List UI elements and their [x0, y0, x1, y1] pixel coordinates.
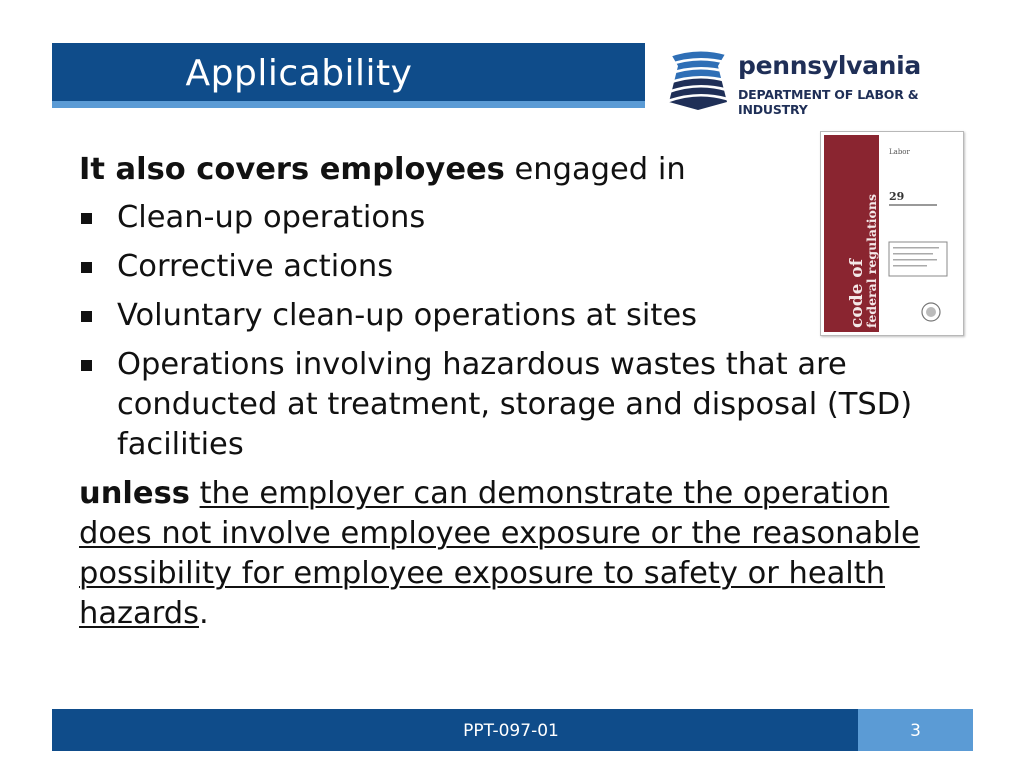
- unless-bold-text: unless: [79, 476, 190, 511]
- keystone-logo-icon: [667, 44, 729, 112]
- bullet-text: Clean-up operations: [117, 200, 426, 235]
- cfr-part-label: Labor: [889, 148, 910, 156]
- slide-title: Applicability: [185, 53, 413, 94]
- list-item: [79, 296, 959, 336]
- intro-bold-text: It also covers employees: [79, 152, 505, 187]
- presentation-code: PPT-097-01: [463, 721, 559, 741]
- square-bullet-icon: [81, 311, 92, 322]
- unless-underlined-text: the employer can demonstrate the operation does not involve employee exposure or the reasonable possibility for employee exposure to safety or health hazards: [79, 476, 920, 631]
- slide-content: [79, 150, 959, 634]
- cfr-part-number: 29: [889, 190, 905, 203]
- cfr-title-line2: federal regulations: [864, 193, 879, 328]
- unless-period: .: [198, 596, 209, 631]
- page-number: 3: [910, 721, 921, 741]
- footer-bar: [52, 709, 973, 751]
- unless-paragraph: [79, 474, 959, 634]
- bullet-list: [79, 198, 959, 465]
- logo-name: pennsylvania: [738, 51, 921, 80]
- list-item: [79, 198, 959, 238]
- list-item: [79, 345, 959, 465]
- cfr-title-line1: code of: [847, 259, 867, 328]
- logo-department: DEPARTMENT OF LABOR & INDUSTRY: [738, 87, 919, 117]
- square-bullet-icon: [81, 360, 92, 371]
- bullet-text: Voluntary clean-up operations at sites: [117, 298, 697, 333]
- pennsylvania-logo: [667, 44, 987, 117]
- intro-line: [79, 150, 959, 190]
- intro-text: engaged in: [504, 152, 686, 187]
- bullet-text: Operations involving hazardous wastes that are conducted at treatment, storage and disposal (TSD) facilities: [117, 347, 913, 462]
- bullet-text: Corrective actions: [117, 249, 394, 284]
- square-bullet-icon: [81, 262, 92, 273]
- square-bullet-icon: [81, 213, 92, 224]
- list-item: [79, 247, 959, 287]
